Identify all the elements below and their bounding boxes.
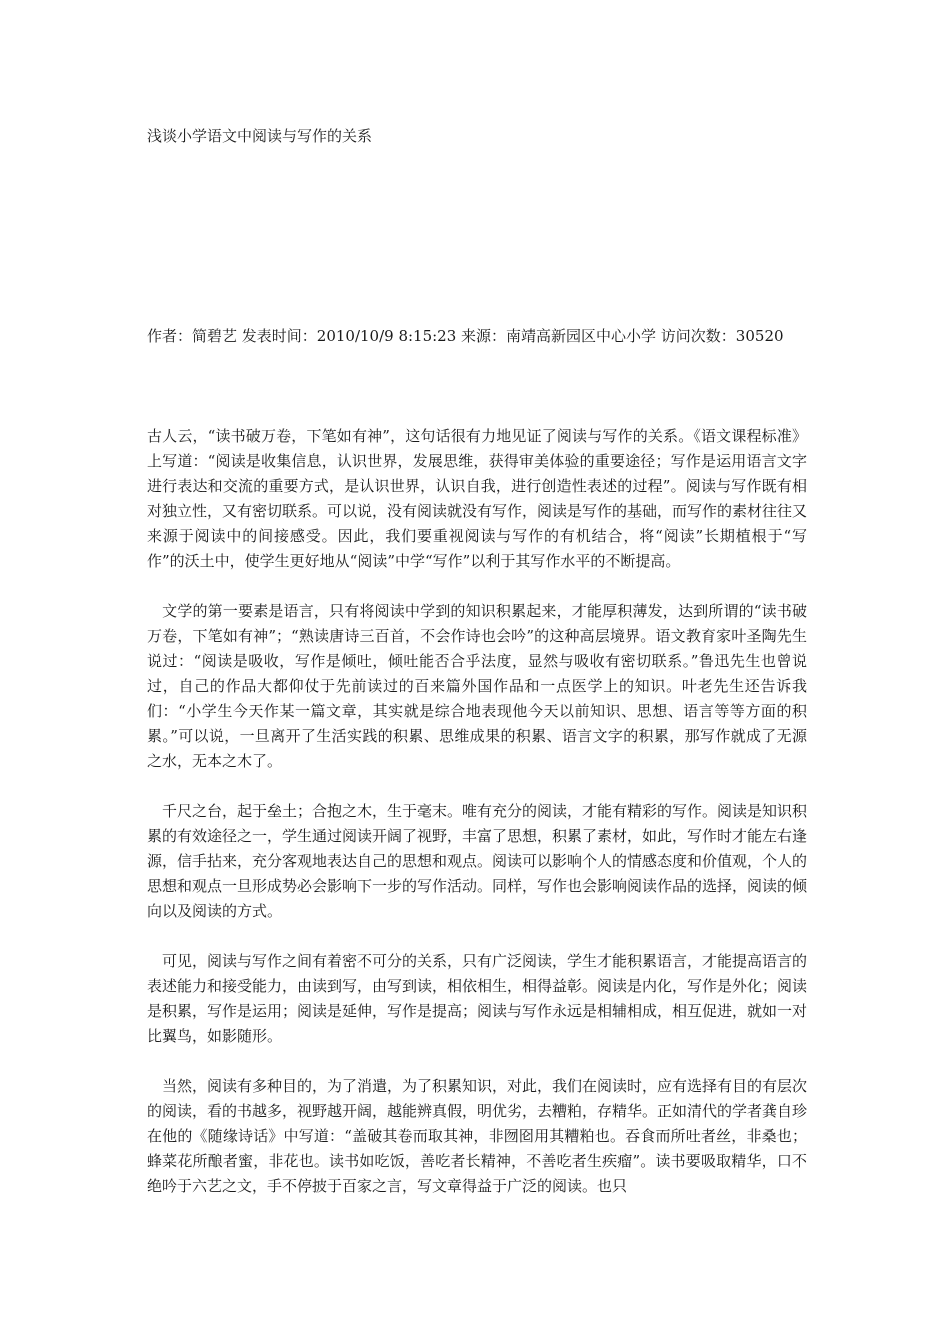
article-title: 浅谈小学语文中阅读与写作的关系 <box>147 127 373 145</box>
article-body <box>147 424 807 1224</box>
paragraph-3: 千尺之台，起于垒土；合抱之木，生于毫末。唯有充分的阅读，才能有精彩的写作。阅读是知识积累的有效途径之一，学生通过阅读开阔了视野，丰富了思想，积累了素材，如此，写作时才能左右逢源，信手拈来，充分客观地表达自己的思想和观点。阅读可以影响个人的情感态度和价值观，个人的思想和观点一旦形成势必会影响下一步的写作活动。同样，写作也会影响阅读作品的选择，阅读的倾向以及阅读的方式。 <box>147 802 808 920</box>
article-meta: 作者：简碧艺 发表时间：2010/10/9 8:15:23 来源：南靖高新园区中心小学 访问次数：30520 <box>147 327 784 345</box>
paragraph-1: 古人云，“读书破万卷，下笔如有神”，这句话很有力地见证了阅读与写作的关系。《语文课程标准》上写道：“阅读是收集信息，认识世界，发展思维，获得审美体验的重要途径；写作是运用语言文字进行表达和交流的重要方式，是认识世界，认识自我，进行创造性表述的过程”。阅读与写作既有相对独立性，又有密切联系。可以说，没有阅读就没有写作，阅读是写作的基础，而写作的素材往往又来源于阅读中的间接感受。因此，我们要重视阅读与写作的有机结合，将“阅读”长期植根于“写作”的沃土中，使学生更好地从“阅读”中学“写作”以利于其写作水平的不断提高。 <box>147 427 808 570</box>
paragraph-5: 当然，阅读有多种目的，为了消遣，为了积累知识，对此，我们在阅读时，应有选择有目的有层次的阅读，看的书越多，视野越开阔，越能辨真假，明优劣，去糟粕，存精华。正如清代的学者龚自珍在他的《随缘诗话》中写道：“盖破其卷而取其神，非囫囵用其糟粕也。吞食而所吐者丝，非桑也；蜂菜花所酿者蜜，非花也。读书如吃饭，善吃者长精神，不善吃者生疾瘤”。读书要吸取精华，口不绝吟于六艺之文，手不停披于百家之言，写文章得益于广泛的阅读。也只 <box>147 1077 808 1195</box>
paragraph-2: 文学的第一要素是语言，只有将阅读中学到的知识积累起来，才能厚积薄发，达到所谓的“读书破万卷，下笔如有神”；“熟读唐诗三百首，不会作诗也会吟”的这种高层境界。语文教育家叶圣陶先生说过：“阅读是吸收，写作是倾吐，倾吐能否合乎法度，显然与吸收有密切联系。”鲁迅先生也曾说过，自己的作品大都仰仗于先前读过的百来篇外国作品和一点医学上的知识。叶老先生还告诉我们：“小学生今天作某一篇文章，其实就是综合地表现他今天以前知识、思想、语言等等方面的积累。”可以说，一旦离开了生活实践的积累、思维成果的积累、语言文字的积累，那写作就成了无源之水，无本之木了。 <box>147 602 807 770</box>
paragraph-4: 可见，阅读与写作之间有着密不可分的关系，只有广泛阅读，学生才能积累语言，才能提高语言的表述能力和接受能力，由读到写，由写到读，相依相生，相得益彰。阅读是内化，写作是外化；阅读是积累，写作是运用；阅读是延伸，写作是提高；阅读与写作永远是相辅相成，相互促进，就如一对比翼鸟，如影随形。 <box>147 952 808 1045</box>
